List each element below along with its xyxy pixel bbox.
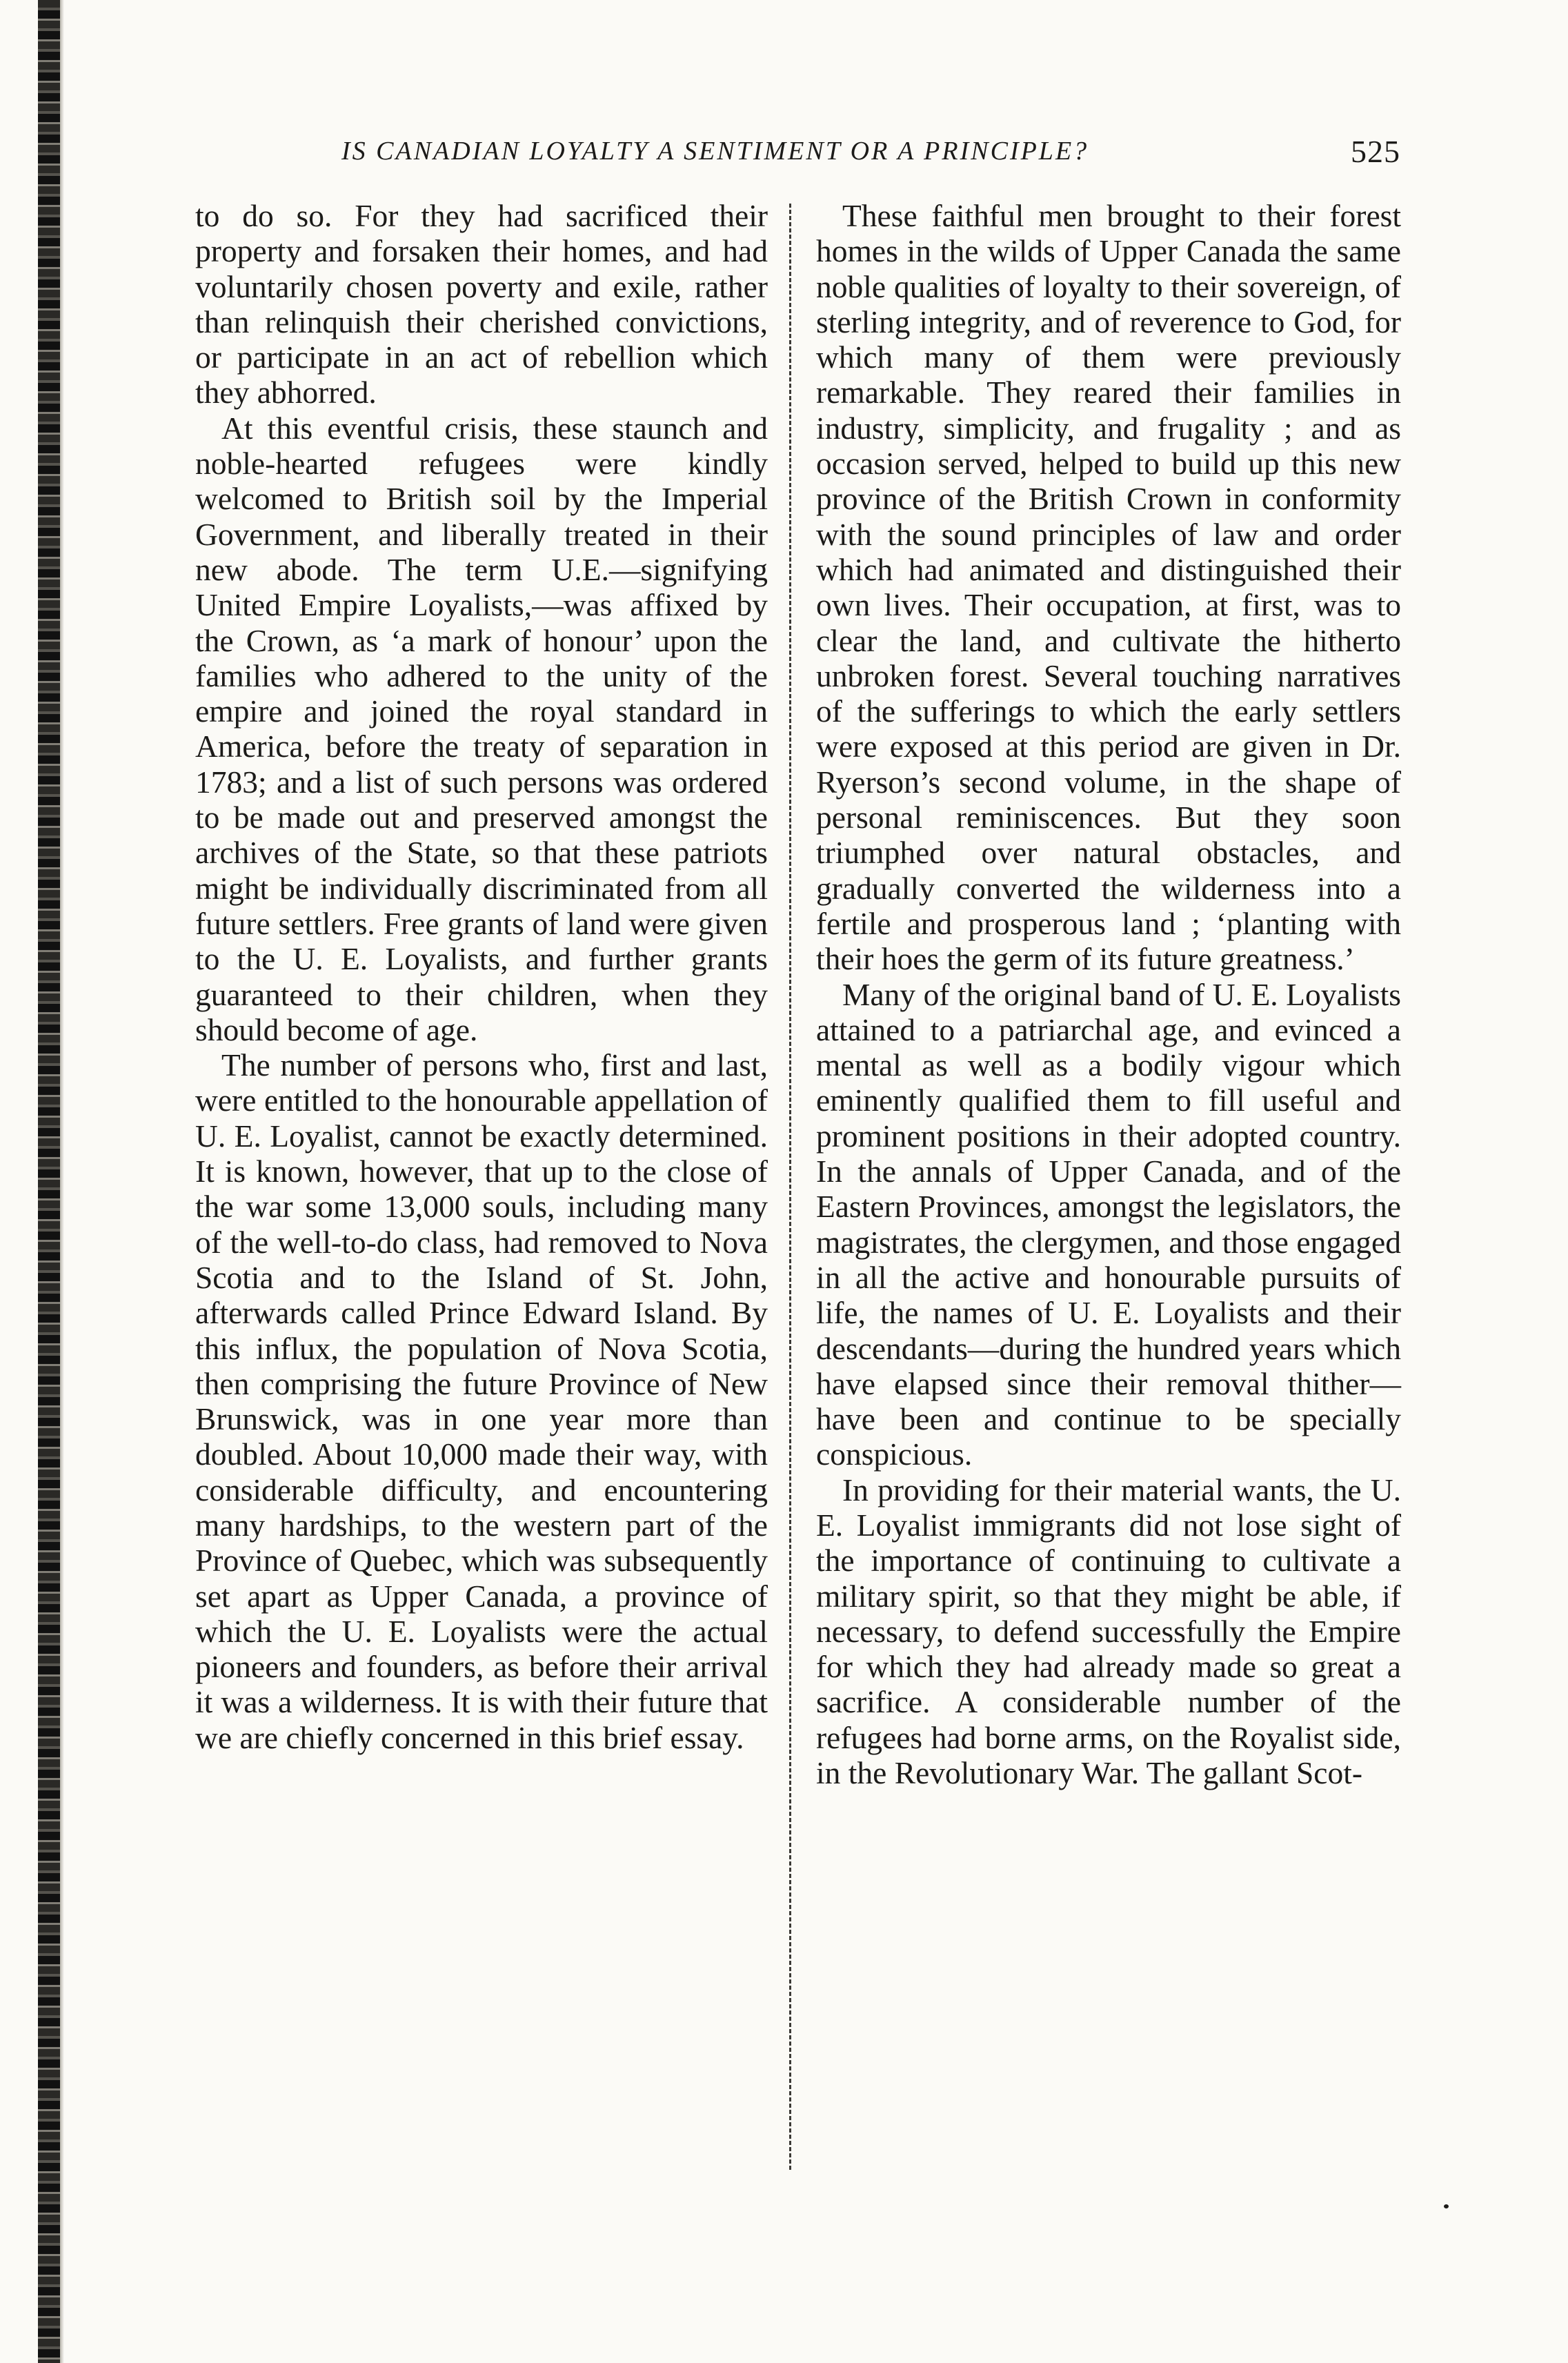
book-spine-edge — [38, 0, 60, 2363]
page-number: 525 — [1351, 134, 1400, 169]
paragraph: Many of the original band of U. E. Loyalists attained to a patriarchal age, and evinced a mental as well as a bodily vigour which eminently qualified them to fill useful and prominent positions in their adopted country. In the annals of Upper Canada, and of the Eastern Provinces, amongst the legislators, the magistrates, the clergymen, and those engaged in all the active and honourable pursuits of life, the names of U. E. Loyalists and their descendants—during the hundred years which have elapsed since their removal thither—have been and continue to be specially conspicious. — [816, 976, 1401, 1472]
paragraph: At this eventful crisis, these staunch and noble-hearted refugees were kindly welcomed to British soil by the Imperial Government, and liberally treated in their new abode. The term U.E.—signifying United Empire Loyalists,—was affixed by the Crown, as ‘a mark of honour’ upon the families who adhered to the unity of the empire and joined the royal standard in America, before the treaty of separation in 1783; and a list of such persons was ordered to be made out and preserved amongst the archives of the State, so that these patriots might be individually discriminated from all future settlers. Free grants of land were given to the U. E. Loyalists, and further grants guaranteed to their children, when they should become of age. — [195, 410, 768, 1047]
left-column — [195, 198, 768, 2185]
page-header — [341, 136, 1400, 177]
column-divider — [789, 204, 791, 2170]
running-title: IS CANADIAN LOYALTY A SENTIMENT OR A PRINCIPLE? — [341, 137, 1089, 166]
spine-shadow — [60, 0, 64, 2363]
paragraph-continuation: to do so. For they had sacrificed their property and forsaken their homes, and had voluntarily chosen poverty and exile, rather than relinquish their cherished convictions, or participate in an act of rebellion which they abhorred. — [195, 198, 768, 411]
paragraph: The number of persons who, first and last, were entitled to the honourable appellation of U. E. Loyalist, cannot be exactly determined. It is known, however, that up to the close of the war some 13,000 souls, including many of the well-to-do class, had removed to Nova Scotia and to the Island of St. John, afterwards called Prince Edward Island. By this influx, the population of Nova Scotia, then comprising the future Province of New Brunswick, was in one year more than doubled. About 10,000 made their way, with considerable difficulty, and encountering many hardships, to the western part of the Province of Quebec, which was subsequently set apart as Upper Canada, a province of which the U. E. Loyalists were the actual pioneers and founders, as before their arrival it was a wilderness. It is with their future that we are chiefly concerned in this brief essay. — [195, 1047, 768, 1755]
ink-speck — [1444, 2204, 1449, 2208]
paragraph: These faithful men brought to their forest homes in the wilds of Upper Canada the same noble qualities of loyalty to their sovereign, of sterling integrity, and of reverence to God, for which many of them were previously remarkable. They reared their families in industry, simplicity, and frugality ; and as occasion served, helped to build up this new province of the British Crown in conformity with the sound principles of law and order which had animated and distinguished their own lives. Their occupation, at first, was to clear the land, and cultivate the hitherto unbroken forest. Several touching narratives of the sufferings to which the early settlers were exposed at this period are given in Dr. Ryerson’s second volume, in the shape of personal reminiscences. But they soon triumphed over natural obstacles, and gradually converted the wilderness into a fertile and prosperous land ; ‘planting with their hoes the germ of its future greatness.’ — [816, 198, 1401, 977]
paragraph: In providing for their material wants, the U. E. Loyalist immigrants did not lose sight of the importance of continuing to cultivate a military spirit, so that they might be able, if necessary, to defend successfully the Empire for which they had already made so great a sacrifice. A considerable number of the refugees had borne arms, on the Royalist side, in the Revolutionary War. The gallant Scot- — [816, 1472, 1401, 1791]
right-column — [816, 198, 1401, 2185]
